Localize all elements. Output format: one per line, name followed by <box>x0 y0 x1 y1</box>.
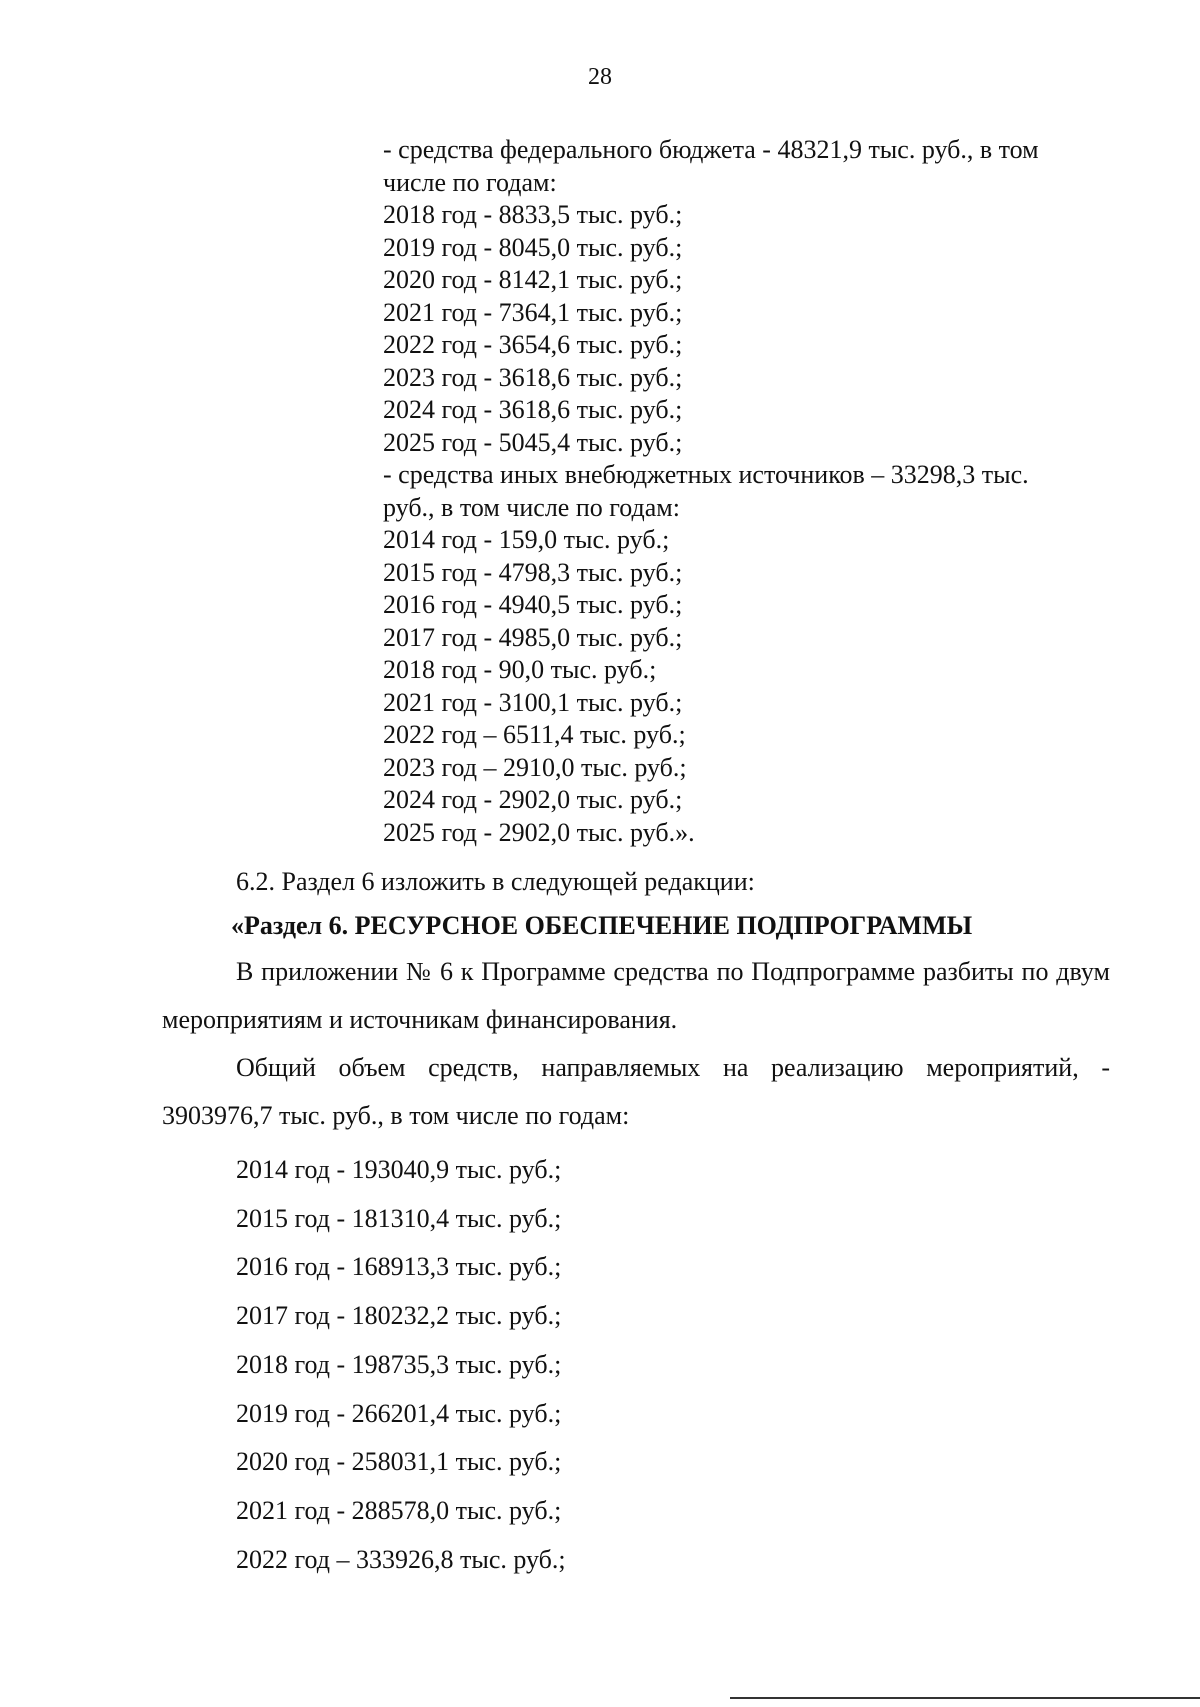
federal-budget-year: 2024 год - 3618,6 тыс. руб.; <box>383 395 683 424</box>
federal-budget-year: 2022 год - 3654,6 тыс. руб.; <box>383 330 683 359</box>
extrabudget-line: руб., в том числе по годам: <box>383 492 680 522</box>
footer-rule <box>730 1697 1200 1699</box>
yearly-funding-item: 2020 год - 258031,1 тыс. руб.; <box>236 1447 562 1477</box>
federal-budget-year: 2020 год - 8142,1 тыс. руб.; <box>383 265 683 294</box>
yearly-funding-item: 2018 год - 198735,3 тыс. руб.; <box>236 1349 562 1379</box>
extrabudget-year: 2024 год - 2902,0 тыс. руб.; <box>383 785 683 814</box>
amendment-instruction: 6.2. Раздел 6 изложить в следующей редакции: <box>236 867 755 896</box>
extrabudget-year: 2016 год - 4940,5 тыс. руб.; <box>383 590 683 619</box>
section-title: «Раздел 6. РЕСУРСНОЕ ОБЕСПЕЧЕНИЕ ПОДПРОГРАММЫ <box>231 911 973 940</box>
extrabudget-year: 2023 год – 2910,0 тыс. руб.; <box>383 752 687 782</box>
extrabudget-year: 2017 год - 4985,0 тыс. руб.; <box>383 622 683 652</box>
extrabudget-year: 2021 год - 3100,1 тыс. руб.; <box>383 687 683 717</box>
total-funding-paragraph: Общий объем средств, направляемых на реализацию мероприятий, - 3903976,7 тыс. руб., в том числе по годам: <box>162 1053 1110 1130</box>
yearly-funding-item: 2016 год - 168913,3 тыс. руб.; <box>236 1252 562 1282</box>
yearly-funding-list <box>236 1146 1110 1584</box>
extrabudget-year: 2018 год - 90,0 тыс. руб.; <box>383 655 657 684</box>
extrabudget-year: 2014 год - 159,0 тыс. руб.; <box>383 525 670 554</box>
extrabudget-year: 2022 год – 6511,4 тыс. руб.; <box>383 720 686 749</box>
yearly-funding-item: 2021 год - 288578,0 тыс. руб.; <box>236 1495 562 1525</box>
federal-budget-year: 2025 год - 5045,4 тыс. руб.; <box>383 427 683 457</box>
yearly-funding-item: 2022 год – 333926,8 тыс. руб.; <box>236 1544 566 1574</box>
federal-budget-line: - средства федерального бюджета - 48321,9 тыс. руб., в том <box>383 135 1039 164</box>
federal-budget-year: 2018 год - 8833,5 тыс. руб.; <box>383 200 683 229</box>
page-number: 28 <box>588 64 612 90</box>
extrabudget-block <box>383 459 1103 849</box>
extrabudget-line: - средства иных внебюджетных источников – 33298,3 тыс. <box>383 460 1029 489</box>
yearly-funding-item: 2014 год - 193040,9 тыс. руб.; <box>236 1155 562 1184</box>
federal-budget-year: 2019 год - 8045,0 тыс. руб.; <box>383 232 683 262</box>
yearly-funding-item: 2017 год - 180232,2 тыс. руб.; <box>236 1301 562 1331</box>
federal-budget-year: 2021 год - 7364,1 тыс. руб.; <box>383 297 683 327</box>
yearly-funding-item: 2015 год - 181310,4 тыс. руб.; <box>236 1203 562 1233</box>
yearly-funding-item: 2019 год - 266201,4 тыс. руб.; <box>236 1398 562 1428</box>
federal-budget-block <box>383 134 1103 459</box>
section-6-area <box>162 866 1110 1584</box>
extrabudget-year: 2015 год - 4798,3 тыс. руб.; <box>383 557 683 587</box>
appendix-paragraph: В приложении № 6 к Программе средства по Подпрограмме разбиты по двум мероприятиям и источникам финансирования. <box>162 957 1110 1034</box>
extrabudget-year: 2025 год - 2902,0 тыс. руб.». <box>383 817 695 847</box>
funding-sources-block <box>383 134 1103 849</box>
federal-budget-year: 2023 год - 3618,6 тыс. руб.; <box>383 362 683 392</box>
federal-budget-line: числе по годам: <box>383 167 557 197</box>
